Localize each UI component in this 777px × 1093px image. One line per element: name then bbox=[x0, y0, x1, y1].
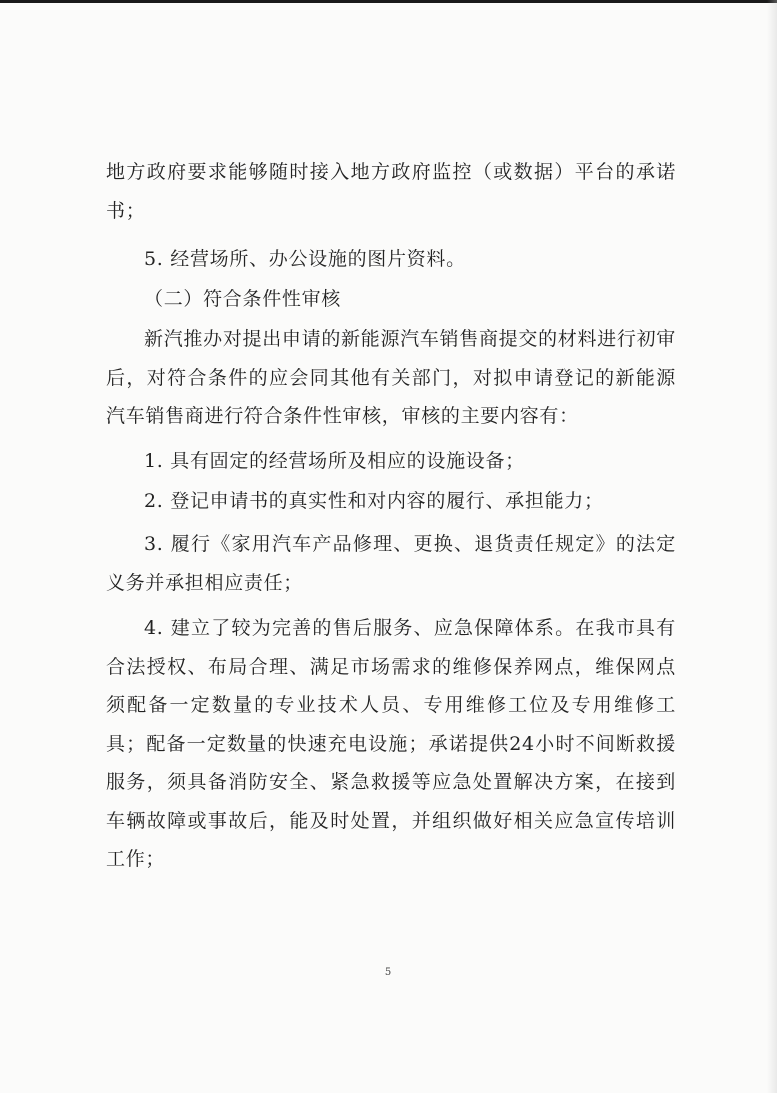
paragraph-item-5: 5. 经营场所、办公设施的图片资料。 bbox=[144, 248, 466, 270]
paragraph-review-item-3: 3. 履行《家用汽车产品修理、更换、退货责任规定》的法定义务并承担相应责任； bbox=[106, 533, 676, 594]
page-number: 5 bbox=[384, 967, 392, 978]
paragraph-review-item-4: 4. 建立了较为完善的售后服务、应急保障体系。在我市具有合法授权、布局合理、满足市场需求的维修保养网点，维保网点须配备一定数量的专业技术人员、专用维修工位及专用维修工具；配备一定数量的快速充电设施；承诺提供24小时不间断救援服务，须具备消防安全、紧急救援等应急处置解决方案，在接到车辆故障或事故后，能及时处置，并组织做好相关应急宣传培训工作； bbox=[106, 617, 676, 870]
paragraph-review-item-2: 2. 登记申请书的真实性和对内容的履行、承担能力； bbox=[144, 490, 604, 512]
paragraph-review-intro: 新汽推办对提出申请的新能源汽车销售商提交的材料进行初审后，对符合条件的应会同其他有关部门，对拟申请登记的新能源汽车销售商进行符合条件性审核，审核的主要内容有： bbox=[106, 328, 676, 427]
scan-top-edge bbox=[0, 0, 777, 3]
section-heading: （二）符合条件性审核 bbox=[144, 288, 342, 310]
paragraph-commitment: 地方政府要求能够随时接入地方政府监控（或数据）平台的承诺书； bbox=[106, 161, 676, 222]
scan-right-shadow bbox=[767, 0, 777, 1093]
paragraph-review-item-1: 1. 具有固定的经营场所及相应的设施设备； bbox=[144, 450, 525, 472]
